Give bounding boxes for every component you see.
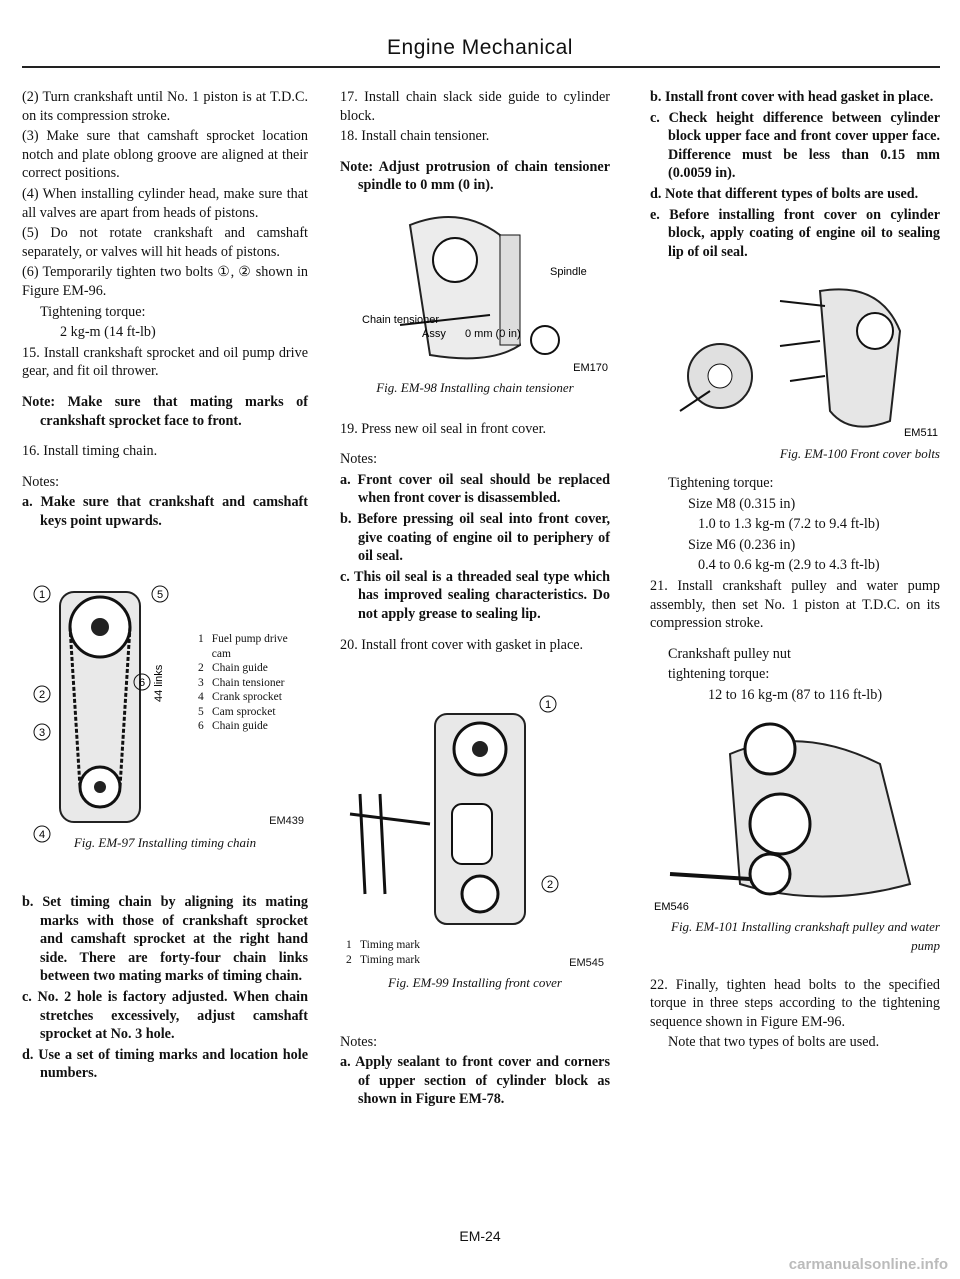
legend-item: 1 Fuel pump drive cam — [198, 633, 288, 660]
step-22: 22. Finally, tighten head bolts to the specified torque in three steps according to the tightening sequence shown in Figure EM-96. — [650, 976, 940, 1030]
svg-text:1: 1 — [544, 699, 552, 712]
step-15: 15. Install crankshaft sprocket and oil pump drive gear, and fit oil thrower. — [22, 344, 308, 380]
figure-em100 — [650, 271, 940, 441]
front-cover-bolts-illustration — [650, 271, 940, 441]
step-16: 16. Install timing chain. — [22, 443, 158, 460]
svg-text:1: 1 — [38, 589, 46, 602]
step-4: (4) When installing cylinder head, make sure that all valves are apart from heads of pistons. — [22, 185, 308, 221]
page-number: EM-24 — [459, 1228, 501, 1244]
zero-label: 0 mm (0 in) — [465, 327, 521, 340]
assy-label: Assy — [422, 327, 446, 340]
pulley-label-2: tightening torque: — [668, 666, 770, 683]
figure-caption: Fig. EM-97 Installing timing chain — [73, 835, 257, 851]
column-1 — [22, 88, 308, 1085]
figure-code: EM546 — [654, 901, 689, 914]
note-c: c. This oil seal is a threaded seal type which has improved sealing characteristics. Do not apply grease to sealing lip. — [340, 568, 610, 622]
note-a: a. Front cover oil seal should be replaced when front cover is disassembled. — [340, 471, 610, 507]
figure-em101 — [650, 714, 940, 914]
step-19: 19. Press new oil seal in front cover. — [340, 420, 547, 437]
note-b: b. Before pressing oil seal into front cover, give coating of engine oil to periphery of oil seal. — [340, 510, 610, 565]
column-3 — [650, 88, 940, 1054]
step-6: (6) Temporarily tighten two bolts ①, ② shown in Figure EM-96. — [22, 264, 308, 299]
figure-em99-legend — [346, 938, 420, 967]
chain-tensioner-illustration — [340, 205, 610, 375]
figure-code: EM511 — [903, 427, 938, 440]
torque-label: Tightening torque: — [668, 474, 774, 491]
svg-text:3: 3 — [38, 727, 46, 740]
note-c: c. Check height difference between cylinder block upper face and front cover upper face. Difference must be less than 0.15 mm (0.0059 in). — [650, 109, 940, 182]
pulley-label: Crankshaft pulley nut — [668, 645, 791, 662]
torque-label: Tightening torque: — [40, 303, 146, 320]
legend-item: 2 Chain guide — [198, 662, 268, 675]
figure-caption: Fig. EM-101 Installing crankshaft pulley and water pump — [671, 919, 940, 954]
note-a: a. Apply sealant to front cover and corners of upper section of cylinder block as shown in Figure EM-78. — [340, 1054, 610, 1108]
step-17: 17. Install chain slack side guide to cylinder block. — [340, 89, 610, 124]
legend-item: 3 Chain tensioner — [198, 676, 285, 689]
legend-item: 5 Cam sprocket — [198, 705, 276, 718]
svg-text:4: 4 — [38, 829, 46, 842]
figure-code: EM545 — [569, 957, 604, 970]
step-22-note: Note that two types of bolts are used. — [668, 1034, 880, 1051]
figure-em98 — [340, 205, 610, 375]
notes-label: Notes: — [340, 451, 378, 468]
note-e: e. Before installing front cover on cylinder block, apply coating of engine oil to sealing lip of oil seal. — [650, 206, 940, 260]
figure-em97 — [22, 540, 308, 842]
figure-code: EM439 — [269, 815, 304, 828]
page-header: Engine Mechanical — [387, 36, 573, 59]
figure-code: EM170 — [573, 361, 608, 374]
links-label: 44 links — [153, 665, 165, 703]
crankshaft-pulley-illustration — [650, 714, 940, 914]
legend-item: 1 Timing mark — [346, 939, 420, 952]
legend-item: 6 Chain guide — [198, 720, 268, 733]
step-20: 20. Install front cover with gasket in place. — [340, 636, 584, 653]
svg-text:2: 2 — [38, 689, 46, 702]
column-2 — [340, 88, 610, 1111]
step-3: (3) Make sure that camshaft sprocket location notch and plate oblong groove are aligned at their correct positions. — [22, 128, 308, 182]
legend-item: 4 Crank sprocket — [198, 691, 282, 704]
watermark: carmanualsonline.info — [788, 1256, 948, 1273]
figure-em97-legend — [198, 632, 308, 734]
svg-text:2: 2 — [546, 879, 554, 892]
step-21: 21. Install crankshaft pulley and water pump assembly, then set No. 1 piston at T.D.C. on its compression stroke. — [650, 577, 940, 632]
timing-chain-illustration — [30, 572, 180, 852]
legend-item: 2 Timing mark — [346, 953, 420, 966]
m6-size: Size M6 (0.236 in) — [688, 536, 796, 553]
note-a: a. Make sure that crankshaft and camshaft keys point upwards. — [22, 494, 308, 529]
note-d: d. Use a set of timing marks and location hole numbers. — [22, 1046, 308, 1082]
note-15: Note: Make sure that mating marks of crankshaft sprocket face to front. — [22, 393, 308, 429]
figure-caption: Fig. EM-98 Installing chain tensioner — [376, 379, 574, 395]
svg-text:5: 5 — [156, 589, 164, 602]
figure-em99 — [340, 694, 610, 934]
note-b: b. Set timing chain by aligning its mating marks with those of crankshaft sprocket and camshaft sprocket at the right hand side. There are forty-four chain links between two mating marks of timing chain. — [22, 894, 308, 985]
note-18: Note: Adjust protrusion of chain tensioner spindle to 0 mm (0 in). — [340, 158, 610, 194]
figure-caption: Fig. EM-99 Installing front cover — [388, 975, 562, 991]
svg-text:6: 6 — [138, 677, 146, 690]
note-c: c. No. 2 hole is factory adjusted. When chain stretches excessively, adjust camshaft sprocket at No. 3 hole. — [22, 989, 308, 1043]
step-2: (2) Turn crankshaft until No. 1 piston is at T.D.C. on its compression stroke. — [22, 89, 308, 124]
step-18: 18. Install chain tensioner. — [340, 128, 490, 145]
header-rule — [22, 66, 940, 68]
step-5: (5) Do not rotate crankshaft and camshaft separately, or valves will hit heads of pistons. — [22, 225, 308, 260]
spindle-label: Spindle — [550, 265, 587, 278]
torque-value: 2 kg-m (14 ft-lb) — [60, 324, 156, 341]
figure-caption: Fig. EM-100 Front cover bolts — [779, 446, 940, 462]
m6-value: 0.4 to 0.6 kg-m (2.9 to 4.3 ft-lb) — [698, 557, 880, 574]
note-d: d. Note that different types of bolts are used. — [650, 185, 919, 202]
note-b: b. Install front cover with head gasket in place. — [650, 89, 934, 105]
pulley-value: 12 to 16 kg-m (87 to 116 ft-lb) — [708, 686, 883, 703]
notes-label: Notes: — [22, 473, 60, 490]
m8-value: 1.0 to 1.3 kg-m (7.2 to 9.4 ft-lb) — [698, 516, 880, 533]
notes-label: Notes: — [340, 1033, 378, 1050]
tensioner-label: Chain tensioner — [362, 313, 440, 326]
front-cover-illustration — [340, 694, 610, 934]
m8-size: Size M8 (0.315 in) — [688, 495, 796, 512]
